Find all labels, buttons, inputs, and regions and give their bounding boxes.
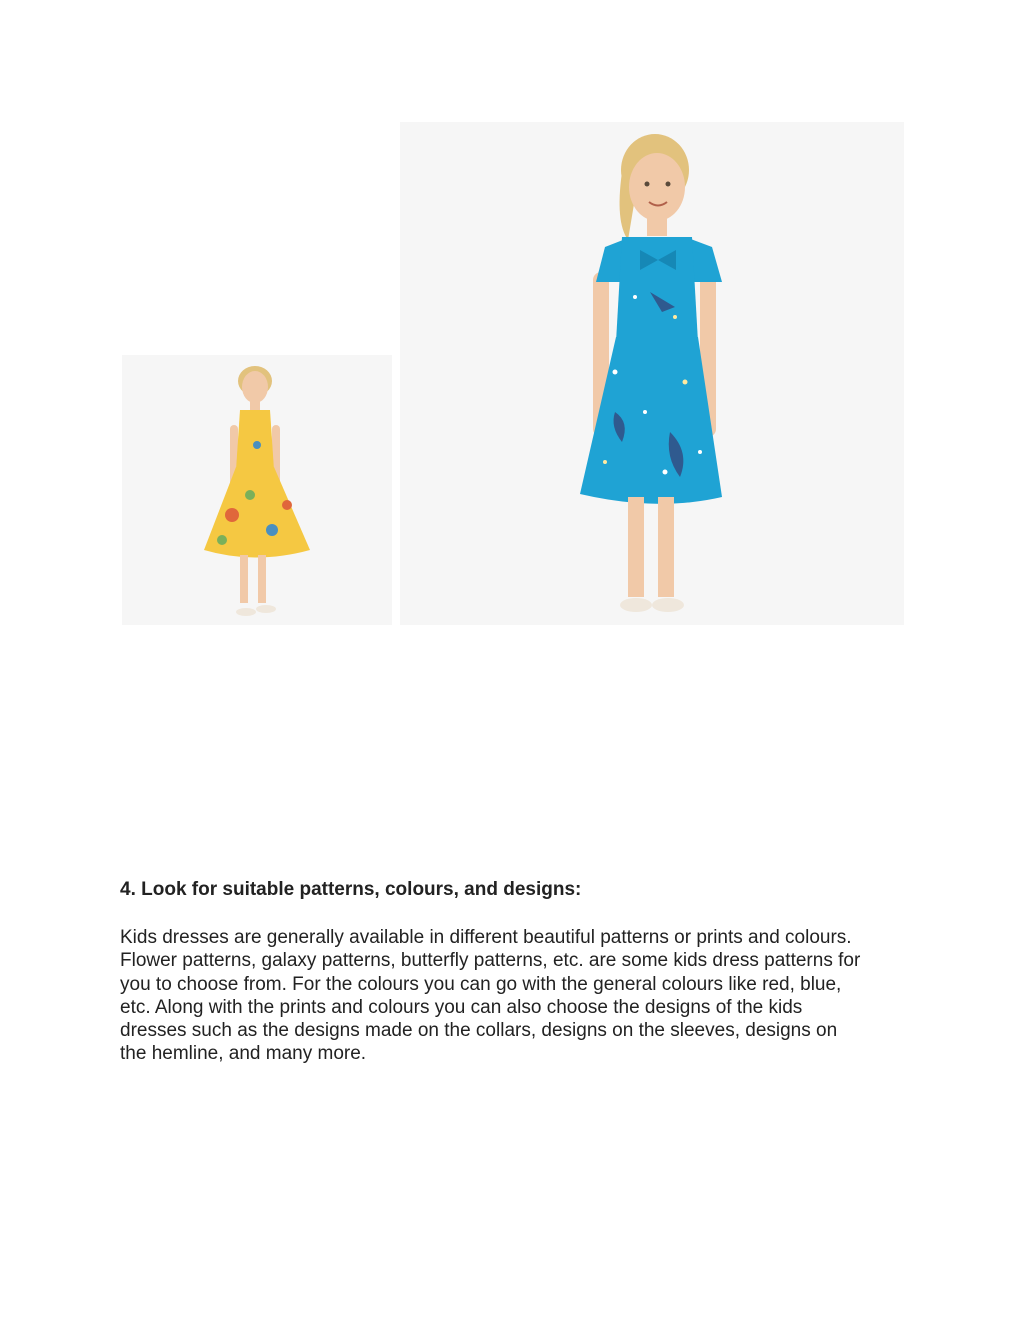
paragraph-line: Kids dresses are generally available in different beautiful patterns or prints and colours. <box>120 927 852 948</box>
paragraph-line: etc. Along with the prints and colours you can also choose the designs of the kids <box>120 996 803 1018</box>
paragraph-line: the hemline, and many more. <box>120 1043 367 1065</box>
girl-yellow-dress-illustration <box>122 355 392 625</box>
photo-girl-yellow-dress <box>122 355 392 625</box>
section-heading: 4. Look for suitable patterns, colours, and designs: <box>120 879 582 900</box>
girl-blue-dress-illustration <box>400 122 904 625</box>
photo-girl-blue-dress <box>400 122 904 625</box>
paragraph-line: you to choose from. For the colours you can go with the general colours like red, blue, <box>120 973 842 995</box>
body-paragraph <box>120 926 920 1066</box>
paragraph-line: Flower patterns, galaxy patterns, butterfly patterns, etc. are some kids dress patterns for <box>120 950 861 972</box>
paragraph-line: dresses such as the designs made on the collars, designs on the sleeves, designs on <box>120 1020 838 1042</box>
